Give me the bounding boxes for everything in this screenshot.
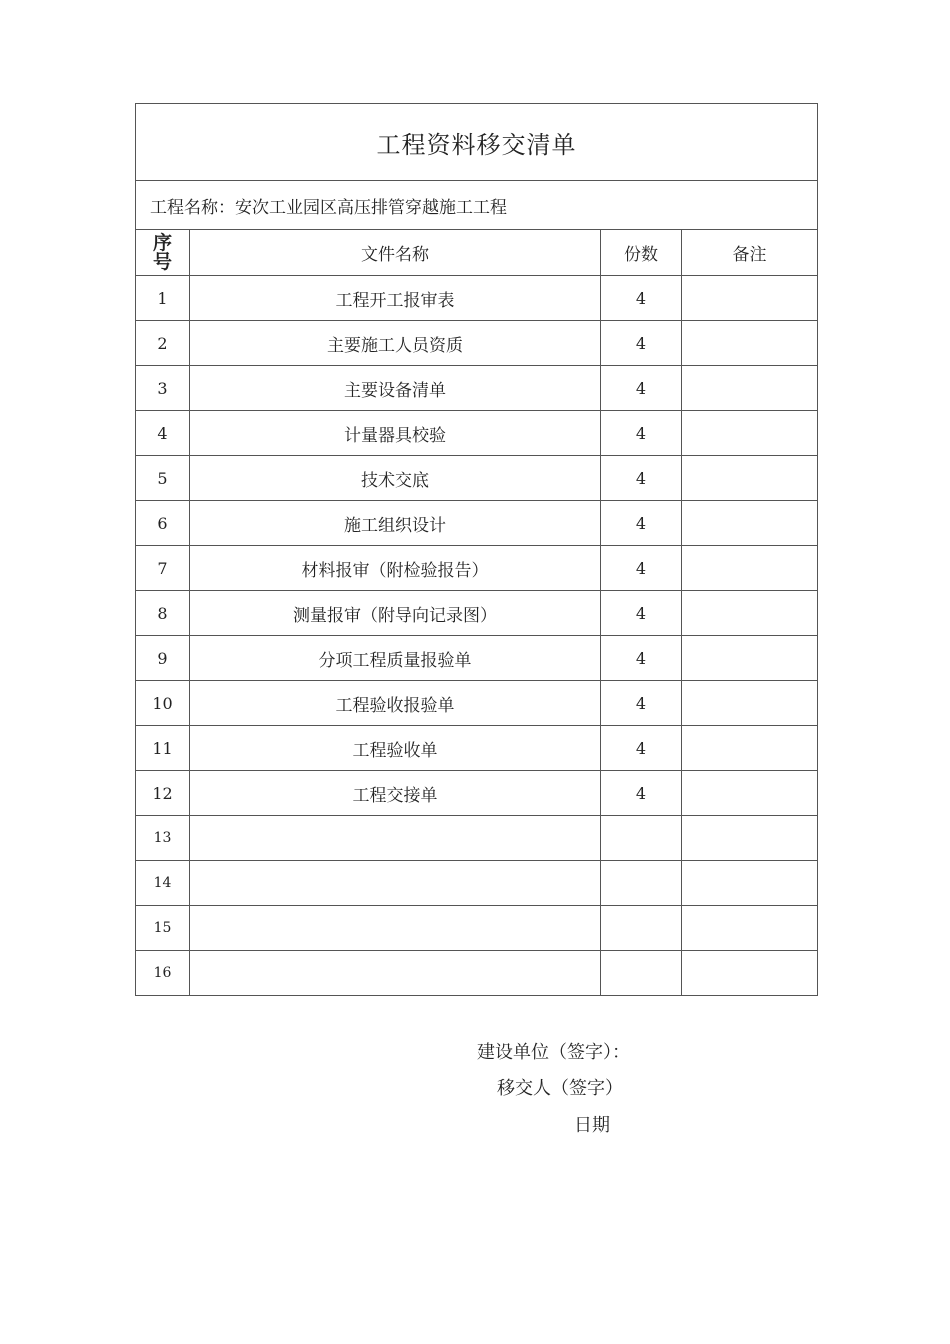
project-name: 工程名称：安次工业园区高压排管穿越施工工程	[136, 181, 818, 230]
row-note	[682, 906, 818, 951]
row-count: 4	[601, 681, 682, 726]
builder-signature-label: 建设单位（签字）：	[477, 1042, 630, 1063]
header-note: 备注	[682, 230, 818, 276]
row-file-name: 主要施工人员资质	[190, 321, 601, 366]
row-count: 4	[601, 276, 682, 321]
row-count	[601, 951, 682, 996]
table-row	[136, 951, 818, 996]
row-number: 8	[136, 591, 190, 636]
row-file-name: 工程验收单	[190, 726, 601, 771]
row-count: 4	[601, 636, 682, 681]
row-note	[682, 501, 818, 546]
table-row	[136, 681, 818, 726]
row-file-name: 测量报审（附导向记录图）	[190, 591, 601, 636]
row-file-name: 主要设备清单	[190, 366, 601, 411]
row-number: 6	[136, 501, 190, 546]
row-note	[682, 636, 818, 681]
row-number: 1	[136, 276, 190, 321]
row-file-name: 分项工程质量报验单	[190, 636, 601, 681]
row-count: 4	[601, 501, 682, 546]
row-number: 3	[136, 366, 190, 411]
row-note	[682, 591, 818, 636]
date-label: 日期	[574, 1115, 610, 1136]
row-count: 4	[601, 726, 682, 771]
row-number: 12	[136, 771, 190, 816]
row-file-name	[190, 951, 601, 996]
header-count: 份数	[601, 230, 682, 276]
row-count: 4	[601, 456, 682, 501]
table-row	[136, 546, 818, 591]
row-count	[601, 906, 682, 951]
header-seq-line1: 序	[152, 231, 172, 254]
row-number: 9	[136, 636, 190, 681]
row-note	[682, 816, 818, 861]
row-file-name	[190, 861, 601, 906]
header-seq	[136, 230, 190, 276]
table-row	[136, 906, 818, 951]
row-number: 5	[136, 456, 190, 501]
row-note	[682, 771, 818, 816]
table-row	[136, 456, 818, 501]
row-number: 2	[136, 321, 190, 366]
row-count: 4	[601, 591, 682, 636]
table-row	[136, 726, 818, 771]
row-file-name: 技术交底	[190, 456, 601, 501]
transfer-list-table	[135, 103, 818, 996]
row-count: 4	[601, 546, 682, 591]
row-note	[682, 456, 818, 501]
project-row	[136, 181, 818, 230]
header-file-name: 文件名称	[190, 230, 601, 276]
row-count	[601, 861, 682, 906]
row-note	[682, 276, 818, 321]
row-count: 4	[601, 321, 682, 366]
title-row	[136, 104, 818, 181]
row-count	[601, 816, 682, 861]
table-row	[136, 771, 818, 816]
header-seq-line2: 号	[152, 250, 172, 273]
table-row	[136, 411, 818, 456]
row-number: 14	[136, 861, 190, 906]
table-row	[136, 276, 818, 321]
row-file-name: 计量器具校验	[190, 411, 601, 456]
row-note	[682, 681, 818, 726]
row-number: 15	[136, 906, 190, 951]
row-note	[682, 951, 818, 996]
row-file-name: 施工组织设计	[190, 501, 601, 546]
row-file-name	[190, 906, 601, 951]
table-row	[136, 816, 818, 861]
row-number: 10	[136, 681, 190, 726]
table-row	[136, 861, 818, 906]
row-note	[682, 726, 818, 771]
header-row	[136, 230, 818, 276]
row-note	[682, 861, 818, 906]
table-row	[136, 366, 818, 411]
document-title: 工程资料移交清单	[136, 104, 818, 181]
row-file-name: 工程交接单	[190, 771, 601, 816]
row-note	[682, 321, 818, 366]
table-row	[136, 501, 818, 546]
row-file-name: 材料报审（附检验报告）	[190, 546, 601, 591]
table-row	[136, 591, 818, 636]
row-number: 11	[136, 726, 190, 771]
row-number: 16	[136, 951, 190, 996]
row-count: 4	[601, 411, 682, 456]
row-count: 4	[601, 366, 682, 411]
transferor-signature-label: 移交人（签字）	[497, 1078, 623, 1099]
row-file-name	[190, 816, 601, 861]
row-note	[682, 411, 818, 456]
row-number: 13	[136, 816, 190, 861]
row-file-name: 工程开工报审表	[190, 276, 601, 321]
table-row	[136, 636, 818, 681]
row-note	[682, 546, 818, 591]
row-count: 4	[601, 771, 682, 816]
row-number: 4	[136, 411, 190, 456]
row-file-name: 工程验收报验单	[190, 681, 601, 726]
row-note	[682, 366, 818, 411]
row-number: 7	[136, 546, 190, 591]
table-row	[136, 321, 818, 366]
